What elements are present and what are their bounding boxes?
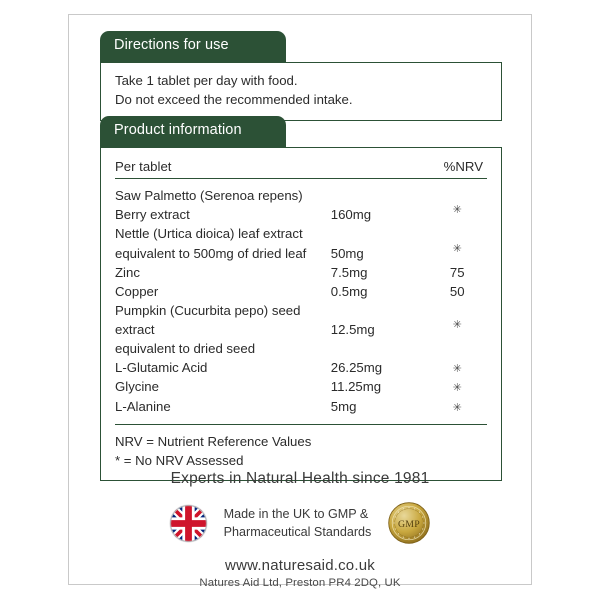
nutrient-name: Glycine xyxy=(115,379,159,395)
nutrient-nrv: ✳ xyxy=(452,401,462,414)
made-in-uk-text xyxy=(224,505,372,542)
company-address: Natures Aid Ltd, Preston PR4 2DQ, UK xyxy=(199,577,401,589)
table-row xyxy=(115,301,487,358)
directions-panel xyxy=(100,62,502,121)
directions-line-1: Take 1 tablet per day with food. xyxy=(115,72,298,88)
table-row xyxy=(115,282,487,301)
nutrient-amount: 11.25mg xyxy=(330,379,382,395)
website-url[interactable]: www.naturesaid.co.uk xyxy=(225,557,375,574)
gmp-seal-icon xyxy=(388,502,430,544)
product-information-section xyxy=(100,116,502,481)
directions-tab-header: Directions for use xyxy=(100,31,286,62)
product-information-body xyxy=(101,148,501,480)
nutrient-nrv: ✳ xyxy=(452,204,462,217)
nutrition-table xyxy=(115,157,487,416)
nutrient-subline: equivalent to 500mg of dried leaf xyxy=(115,245,307,261)
nutrient-name: Zinc xyxy=(115,264,140,280)
gmp-seal-label: GMP xyxy=(398,518,421,530)
table-row xyxy=(115,397,487,416)
nutrition-table-head xyxy=(115,157,487,179)
table-row xyxy=(115,377,487,396)
nutrient-amount: 12.5mg xyxy=(330,322,375,338)
made-in-uk-line-1: Made in the UK to GMP & xyxy=(223,506,369,521)
nutrient-nrv: ✳ xyxy=(452,242,462,255)
nutrient-name: Copper xyxy=(115,283,159,299)
table-row xyxy=(115,179,487,225)
header-nrv: %NRV xyxy=(427,157,487,179)
nutrient-amount: 160mg xyxy=(330,207,372,223)
footnote-nrv-definition: NRV = Nutrient Reference Values xyxy=(115,433,312,449)
nutrient-nrv: ✳ xyxy=(452,319,462,332)
footer-badges xyxy=(69,502,531,544)
product-information-panel xyxy=(100,147,502,481)
nutrient-nrv: ✳ xyxy=(452,363,462,376)
header-amount xyxy=(331,157,428,179)
nutrient-name: L-Glutamic Acid xyxy=(115,360,208,376)
directions-body xyxy=(101,63,501,120)
table-header-row xyxy=(115,157,487,179)
nutrient-amount: 50mg xyxy=(330,245,364,261)
nutrient-name: Nettle (Urtica dioica) leaf extract equivalent to 500mg of dried leaf xyxy=(115,224,331,262)
table-row xyxy=(115,263,487,282)
nutrient-nrv: 50 xyxy=(449,283,465,299)
nutrient-name: L-Alanine xyxy=(115,398,171,414)
footnote-no-nrv-assessed: * = No NRV Assessed xyxy=(115,452,244,468)
nutrient-amount: 5mg xyxy=(330,398,357,414)
directions-line-2: Do not exceed the recommended intake. xyxy=(115,91,353,107)
made-in-uk-line-2: Pharmaceutical Standards xyxy=(223,525,372,539)
nutrient-nrv: 75 xyxy=(449,264,465,280)
footer xyxy=(69,470,531,589)
table-row xyxy=(115,358,487,377)
nutrient-amount: 26.25mg xyxy=(330,360,383,376)
table-row xyxy=(115,224,487,262)
nutrient-subline: Berry extract xyxy=(115,207,190,223)
brand-tagline: Experts in Natural Health since 1981 xyxy=(170,470,430,487)
nutrient-subline: equivalent to dried seed xyxy=(115,341,256,357)
union-jack-flag-icon xyxy=(170,505,207,542)
nutrient-name: Saw Palmetto (Serenoa repens) Berry extract xyxy=(115,179,331,225)
nutrient-amount: 7.5mg xyxy=(330,264,368,280)
nutrient-nrv: ✳ xyxy=(452,382,462,395)
nutrition-table-body xyxy=(115,179,487,416)
product-information-tab-header: Product information xyxy=(100,116,286,147)
header-per-tablet: Per tablet xyxy=(115,157,331,179)
nutrient-name: Pumpkin (Cucurbita pepo) seed extract equivalent to dried seed xyxy=(115,301,331,358)
directions-section xyxy=(100,31,502,121)
label-page xyxy=(68,14,532,589)
nutrient-amount: 0.5mg xyxy=(330,283,368,299)
table-footnotes xyxy=(115,424,487,470)
